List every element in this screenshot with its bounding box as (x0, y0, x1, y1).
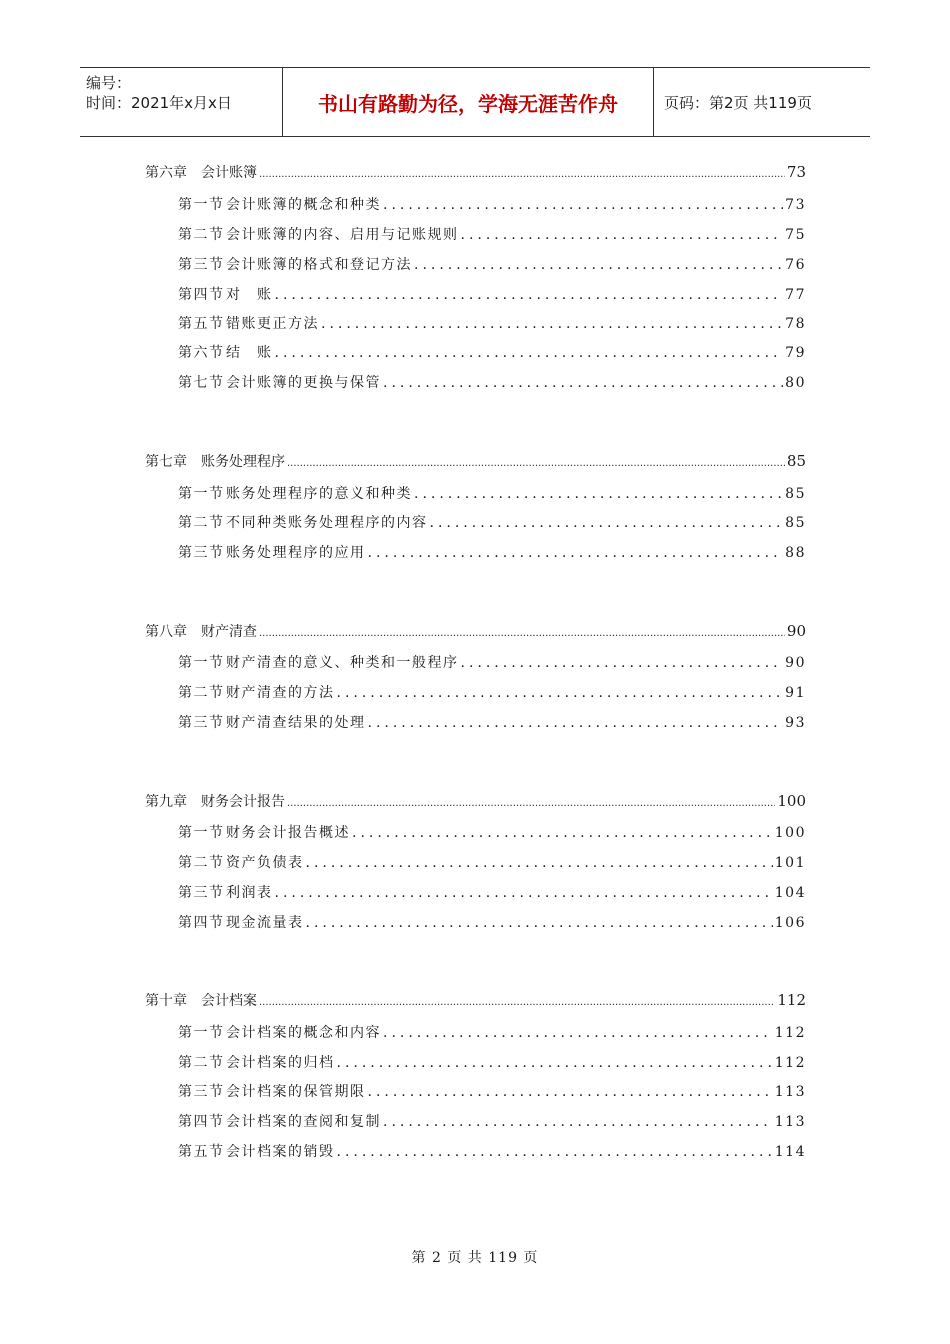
leader-dots (337, 1055, 773, 1071)
section-number: 第一节 (178, 486, 225, 502)
toc-section[interactable] (178, 682, 806, 702)
toc-section[interactable] (178, 313, 806, 333)
section-page: 113 (774, 1114, 806, 1130)
section-number: 第二节 (178, 515, 225, 531)
leader-dots (275, 345, 784, 361)
leader-dots (287, 454, 785, 470)
section-title: 财产清查结果的处理 (226, 715, 366, 731)
chapter-title: 第六章 会计账簿 (145, 165, 257, 181)
time-label: 时间：2021年x月x日 (86, 94, 232, 112)
toc-chapter[interactable] (145, 451, 806, 471)
section-title: 财产清查的方法 (226, 685, 335, 701)
leader-dots (352, 825, 773, 841)
section-page: 90 (785, 655, 806, 671)
section-title: 会计档案的查阅和复制 (226, 1114, 381, 1130)
section-page: 75 (785, 227, 806, 243)
section-number: 第七节 (178, 375, 225, 391)
section-title: 现金流量表 (226, 915, 304, 931)
leader-dots (383, 197, 783, 213)
section-number: 第一节 (178, 655, 225, 671)
section-number: 第五节 (178, 316, 225, 332)
section-page: 112 (774, 1025, 806, 1041)
section-number: 第四节 (178, 287, 225, 303)
toc-section[interactable] (178, 822, 806, 842)
toc-chapter[interactable] (145, 162, 806, 182)
toc-section[interactable] (178, 372, 806, 392)
section-page: 113 (774, 1084, 806, 1100)
chapter-title: 第七章 账务处理程序 (145, 454, 285, 470)
section-title: 会计账簿的格式和登记方法 (226, 257, 412, 273)
section-page: 78 (785, 316, 806, 332)
leader-dots (383, 1114, 773, 1130)
section-title: 财产清查的意义、种类和一般程序 (226, 655, 459, 671)
section-page: 91 (785, 685, 806, 701)
section-number: 第三节 (178, 257, 225, 273)
section-number: 第一节 (178, 825, 225, 841)
toc-section[interactable] (178, 1052, 806, 1072)
section-page: 106 (774, 915, 806, 931)
section-title: 会计档案的销毁 (226, 1144, 335, 1160)
section-number: 第六节 (178, 345, 225, 361)
section-title: 结 账 (226, 345, 273, 361)
toc-section[interactable] (178, 652, 806, 672)
section-title: 会计账簿的概念和种类 (226, 197, 381, 213)
section-page: 104 (774, 885, 806, 901)
leader-dots (306, 855, 773, 871)
section-title: 财务会计报告概述 (226, 825, 350, 841)
section-number: 第一节 (178, 197, 225, 213)
section-number: 第四节 (178, 915, 225, 931)
leader-dots (461, 227, 784, 243)
leader-dots (259, 993, 775, 1009)
chapter-page: 112 (777, 991, 806, 1009)
motto: 书山有路勤为径，学海无涯苦作舟 (318, 91, 618, 116)
section-page: 73 (785, 197, 806, 213)
section-page: 114 (774, 1144, 806, 1160)
section-title: 账务处理程序的意义和种类 (226, 486, 412, 502)
leader-dots (337, 685, 784, 701)
section-title: 错账更正方法 (226, 316, 319, 332)
leader-dots (368, 715, 784, 731)
section-page: 100 (774, 825, 806, 841)
section-number: 第一节 (178, 1025, 225, 1041)
section-number: 第三节 (178, 1084, 225, 1100)
toc-section[interactable] (178, 1022, 806, 1042)
leader-dots (321, 316, 783, 332)
toc-section[interactable] (178, 882, 806, 902)
toc-section[interactable] (178, 512, 806, 532)
toc-chapter[interactable] (145, 791, 806, 811)
section-title: 会计档案的保管期限 (226, 1084, 366, 1100)
section-page: 112 (774, 1055, 806, 1071)
toc-section[interactable] (178, 712, 806, 732)
section-title: 账务处理程序的应用 (226, 545, 366, 561)
toc-section[interactable] (178, 342, 806, 362)
header-page-info: 页码：第2页 共119页 (664, 93, 812, 112)
chapter-page: 73 (786, 163, 806, 181)
leader-dots (383, 375, 783, 391)
chapter-page: 90 (786, 622, 806, 640)
leader-dots (414, 486, 783, 502)
toc-section[interactable] (178, 1111, 806, 1131)
chapter-page: 85 (786, 452, 806, 470)
section-number: 第二节 (178, 1055, 225, 1071)
section-number: 第三节 (178, 715, 225, 731)
section-page: 79 (785, 345, 806, 361)
number-label: 编号： (86, 74, 132, 92)
toc-section[interactable] (178, 1141, 806, 1161)
section-page: 76 (785, 257, 806, 273)
leader-dots (259, 624, 785, 640)
toc-section[interactable] (178, 254, 806, 274)
toc-section[interactable] (178, 912, 806, 932)
section-number: 第三节 (178, 885, 225, 901)
chapter-page: 100 (777, 792, 806, 810)
section-number: 第二节 (178, 855, 225, 871)
chapter-title: 第九章 财务会计报告 (145, 794, 285, 810)
leader-dots (461, 655, 784, 671)
chapter-title: 第八章 财产清查 (145, 624, 257, 640)
section-page: 85 (785, 515, 806, 531)
toc-section[interactable] (178, 224, 806, 244)
section-page: 77 (785, 287, 806, 303)
toc-section[interactable] (178, 483, 806, 503)
leader-dots (287, 794, 775, 810)
leader-dots (414, 257, 783, 273)
section-page: 80 (785, 375, 806, 391)
leader-dots (337, 1144, 773, 1160)
leader-dots (430, 515, 784, 531)
toc-section[interactable] (178, 542, 806, 562)
leader-dots (306, 915, 773, 931)
toc-chapter[interactable] (145, 621, 806, 641)
section-page: 85 (785, 486, 806, 502)
leader-dots (368, 1084, 773, 1100)
section-page: 93 (785, 715, 806, 731)
section-title: 利润表 (226, 885, 273, 901)
toc-section[interactable] (178, 284, 806, 304)
leader-dots (275, 885, 773, 901)
section-title: 会计账簿的更换与保管 (226, 375, 381, 391)
section-page: 101 (774, 855, 806, 871)
section-title: 资产负债表 (226, 855, 304, 871)
leader-dots (383, 1025, 773, 1041)
section-number: 第二节 (178, 227, 225, 243)
section-title: 会计档案的概念和内容 (226, 1025, 381, 1041)
section-number: 第四节 (178, 1114, 225, 1130)
toc-section[interactable] (178, 194, 806, 214)
page-footer: 第 2 页 共 119 页 (411, 1250, 539, 1266)
leader-dots (259, 165, 785, 181)
section-title: 对 账 (226, 287, 273, 303)
leader-dots (368, 545, 784, 561)
chapter-title: 第十章 会计档案 (145, 993, 257, 1009)
section-title: 会计账簿的内容、启用与记账规则 (226, 227, 459, 243)
toc-section[interactable] (178, 1081, 806, 1101)
section-number: 第三节 (178, 545, 225, 561)
section-title: 不同种类账务处理程序的内容 (226, 515, 428, 531)
leader-dots (275, 287, 784, 303)
section-title: 会计档案的归档 (226, 1055, 335, 1071)
section-number: 第二节 (178, 685, 225, 701)
section-page: 88 (785, 545, 806, 561)
toc-section[interactable] (178, 852, 806, 872)
section-number: 第五节 (178, 1144, 225, 1160)
toc-chapter[interactable] (145, 990, 806, 1010)
